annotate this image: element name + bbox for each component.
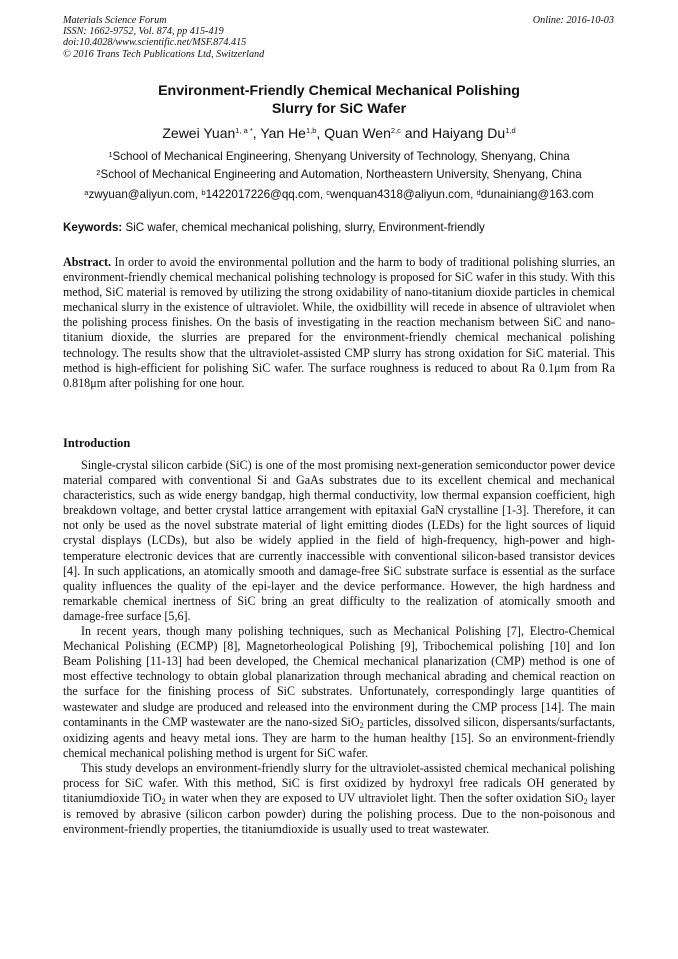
email: dunainiang@163.com	[480, 188, 594, 201]
paragraph: Single-crystal silicon carbide (SiC) is one of the most promising next-generation semiconductor power device material compared with conventional Si and GaAs substrates due to its excellent chemical and mechanical characteristics, such as wide energy bandgap, high thermal conductivity, low thermal expansion coefficient, high breakdown voltage, and better crystal lattice arrangement with epitaxial GaN crystalline [1-3]. Therefore, it can not only be used as the novel substrate material of light emitting diodes (LEDs) for the light sources of liquid crystal displays (LCDs), but also be widely applied in the field of high-frequency, high-power and high-temperature electronic devices that are currently inaccessible with conventional silicon-based transistor devices [4]. In such applications, an atomically smooth and damage-free SiC substrate surface is essential as the surface quality influences the quality of the epi-layer and the device performance. However, the high hardness and remarkable chemical inertness of SiC bring an great difficulty to the realization of atomically smooth and damage-free surface [5,6].	[63, 458, 615, 623]
author-name: Zewei Yuan	[162, 125, 236, 141]
section-heading: Introduction	[63, 436, 131, 450]
title-line-2: Slurry for SiC Wafer	[271, 101, 407, 117]
keywords-text: SiC wafer, chemical mechanical polishing, slurry, Environment-friendly	[122, 221, 485, 234]
affiliation-2: $^2$School of Mechanical Engineering and Automation, Northeastern University, Shenyang, China	[96, 168, 582, 181]
author-separator: ,	[316, 125, 325, 141]
title-line-1: Environment-Friendly Chemical Mechanical Polishing	[158, 83, 520, 99]
email: wenquan4318@aliyun.com,	[330, 188, 477, 201]
author-list	[0, 124, 678, 142]
affiliation-1: $^1$School of Mechanical Engineering, Shenyang University of Technology, Shenyang, China	[108, 150, 570, 163]
author-name: Yan He	[260, 125, 306, 141]
abstract-text: In order to avoid the environmental pollution and the harm to body of traditional polishing slurries, an environment-friendly chemical mechanical polishing technology is proposed for SiC wafer in this study. With this method, SiC material is removed by utilizing the strong oxidability of nano-titanium dioxide particles in chemical mechanical slurry in the existence of ultraviolet. While, the oxidbillity will recede in absence of ultraviolet when the polishing process finishes. On the basis of investigating in the reaction mechanism between SiC and nano-titanium dioxide, the slurries are prepared for the environment-friendly chemical mechanical polishing technology. The results show that the ultraviolet-assisted CMP slurry has strong oxidation for SiC material. This method is high-efficient for polishing SiC wafer. The surface roughness is reduced to about Ra 0.1μm from Ra 0.818μm after polishing for one hour.	[63, 255, 615, 390]
abstract	[63, 255, 615, 391]
abstract-label: Abstract.	[63, 255, 112, 269]
journal-name: Materials Science Forum	[63, 15, 167, 26]
author-affiliation-mark: 1,b	[305, 126, 317, 135]
author-affiliation-mark: 2,c	[390, 126, 401, 135]
email: 1422017226@qq.com,	[205, 188, 327, 201]
journal-metadata	[63, 15, 264, 60]
copyright: © 2016 Trans Tech Publications Ltd, Switzerland	[63, 48, 265, 60]
author-name: Quan Wen	[324, 125, 391, 141]
keywords	[63, 221, 615, 235]
introduction-body	[63, 458, 615, 837]
paragraph: This study develops an environment-friendly slurry for the ultraviolet-assisted chemical mechanical polishing process for SiC wafer. With this method, SiC is first oxidized by hydroxyl free radicals OH generated by titaniumdioxide TiO$_2$ in water when they are exposed to UV ultraviolet light. Then the softer oxidation SiO$_2$ layer is removed by abrasive (silicon carbon powder) during the polishing process. Due to the non-poisonous and environment-friendly properties, the titaniumdioxide is usually used to treat wastewater.	[63, 760, 616, 837]
author-name: Haiyang Du	[432, 125, 506, 141]
email: zwyuan@aliyun.com,	[88, 188, 202, 201]
author-separator: and	[400, 125, 433, 141]
author-emails: $^a$zwyuan@aliyun.com, $^b$1422017226@qq.com, $^c$wenquan4318@aliyun.com, $^d$dunainiang@163.com	[84, 188, 594, 201]
paper-title	[0, 82, 678, 118]
keywords-label: Keywords:	[63, 221, 123, 234]
author-affiliation-mark: 1,d	[505, 126, 516, 135]
author-separator: ,	[252, 125, 261, 141]
author-affiliation-mark: 1, a *	[235, 126, 253, 135]
issn: ISSN: 1662-9752, Vol. 874, pp 415-419	[63, 26, 224, 38]
doi: doi:10.4028/www.scientific.net/MSF.874.415	[63, 37, 247, 49]
paragraph: In recent years, though many polishing techniques, such as Mechanical Polishing [7], Electro-Chemical Mechanical Polishing (ECMP) [8], Magnetorheological Polishing [9], Tribochemical polishing [10] and Ion Beam Polishing [11-13] had been developed, the Chemical mechanical planarization (CMP) method is one of most effective technology to obtain global planarization through mechanical abrading and chemical reaction on the surface for the finishing process of SiC substrates. Unfortunately, correspondingly large quantities of wastewater and sludge are produced and released into the environment during the CMP process [14]. The main contaminants in the CMP wastewater are the nano-sized SiO$_2$ particles, dissolved silicon, dispersants/surfactants, oxidizing agents and heavy metal ions. They are harm to the human healthy [15]. So an environment-friendly chemical mechanical polishing method is urgent for SiC wafer.	[63, 624, 615, 760]
online-date: Online: 2016-10-03	[532, 15, 614, 26]
